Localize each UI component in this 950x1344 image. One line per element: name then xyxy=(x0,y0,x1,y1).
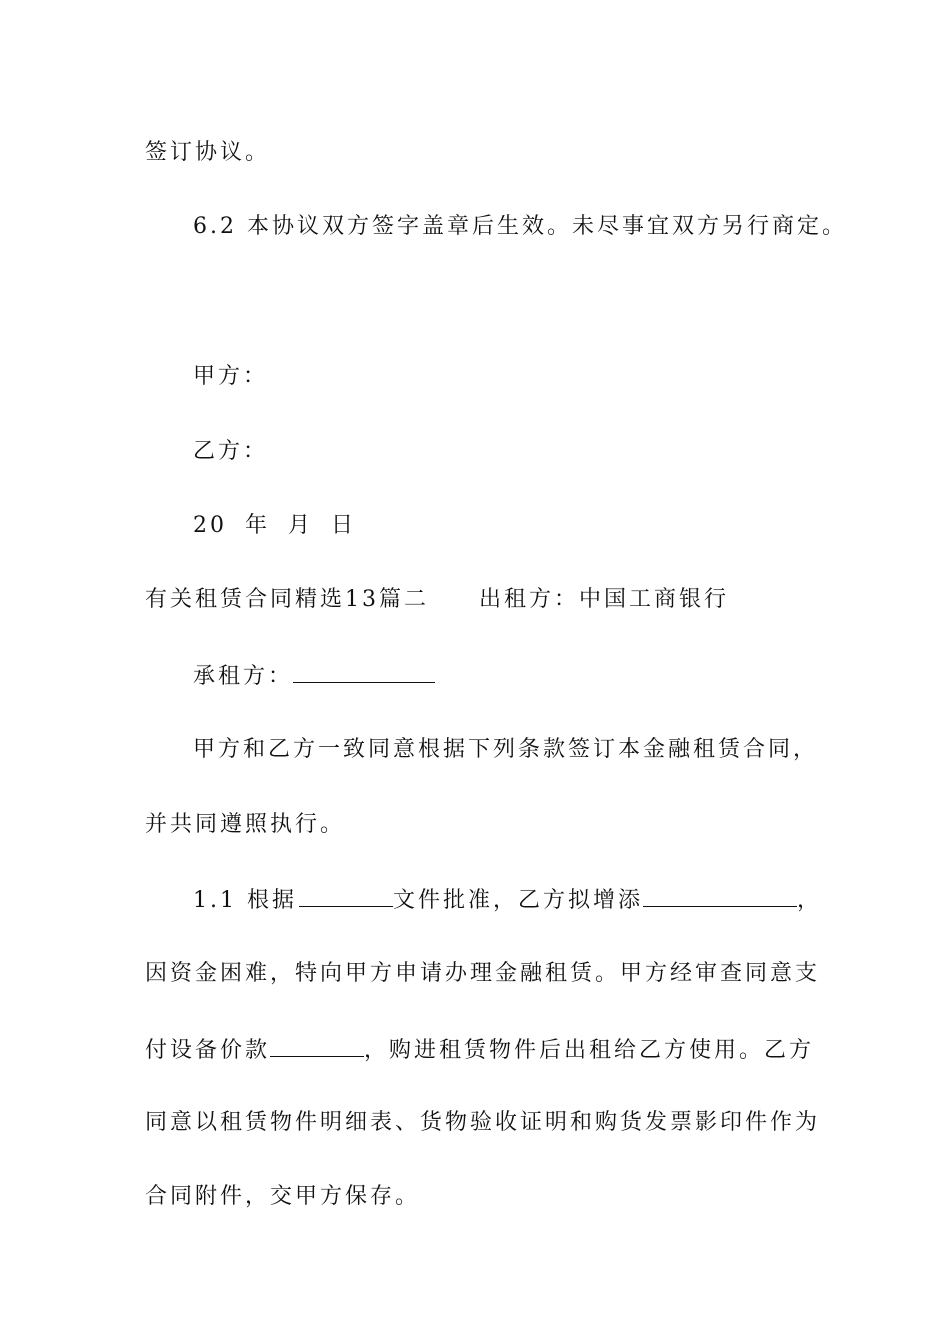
intro-line-2: 并共同遵照执行。 xyxy=(145,812,346,837)
clause-6-2: 6.2 本协议双方签字盖章后生效。未尽事宜双方另行商定。 xyxy=(193,214,847,239)
lessee-blank xyxy=(293,660,435,683)
clause-1-1-start: 1.1 根据 xyxy=(193,888,297,913)
clause-1-1-line-2: 因资金困难，特向甲方申请办理金融租赁。甲方经审查同意支 xyxy=(145,961,821,986)
equipment-blank xyxy=(643,884,797,907)
lessee-line xyxy=(193,660,435,692)
clause-1-1-comma: ， xyxy=(797,888,823,913)
clause-1-1-line-3 xyxy=(145,1034,814,1066)
clause-1-1-line-4: 同意以租赁物件明细表、货物验收证明和购货发票影印件作为 xyxy=(145,1110,821,1135)
clause-1-1-line-1 xyxy=(193,884,822,916)
clause-1-1-line-5: 合同附件，交甲方保存。 xyxy=(145,1184,421,1209)
clause-1-1-price-label: 付设备价款 xyxy=(145,1038,271,1063)
intro-line-1: 甲方和乙方一致同意根据下列条款签订本金融租赁合同， xyxy=(193,737,819,762)
clause-1-1-price-rest: ，购进租赁物件后出租给乙方使用。乙方 xyxy=(364,1038,815,1063)
lessor-text: 出租方：中国工商银行 xyxy=(479,587,730,612)
party-b-label: 乙方： xyxy=(193,439,269,464)
party-a-label: 甲方： xyxy=(193,364,269,389)
date-line: 20 年 月 日 xyxy=(193,513,356,538)
document-blank xyxy=(299,884,393,907)
heading-line xyxy=(145,585,729,615)
lessee-label: 承租方： xyxy=(193,664,294,689)
section-heading: 有关租赁合同精选13篇二 xyxy=(145,587,429,612)
clause-1-1-mid: 文件批准，乙方拟增添 xyxy=(392,888,643,913)
price-blank xyxy=(270,1034,364,1057)
text-line: 签订协议。 xyxy=(145,140,271,165)
